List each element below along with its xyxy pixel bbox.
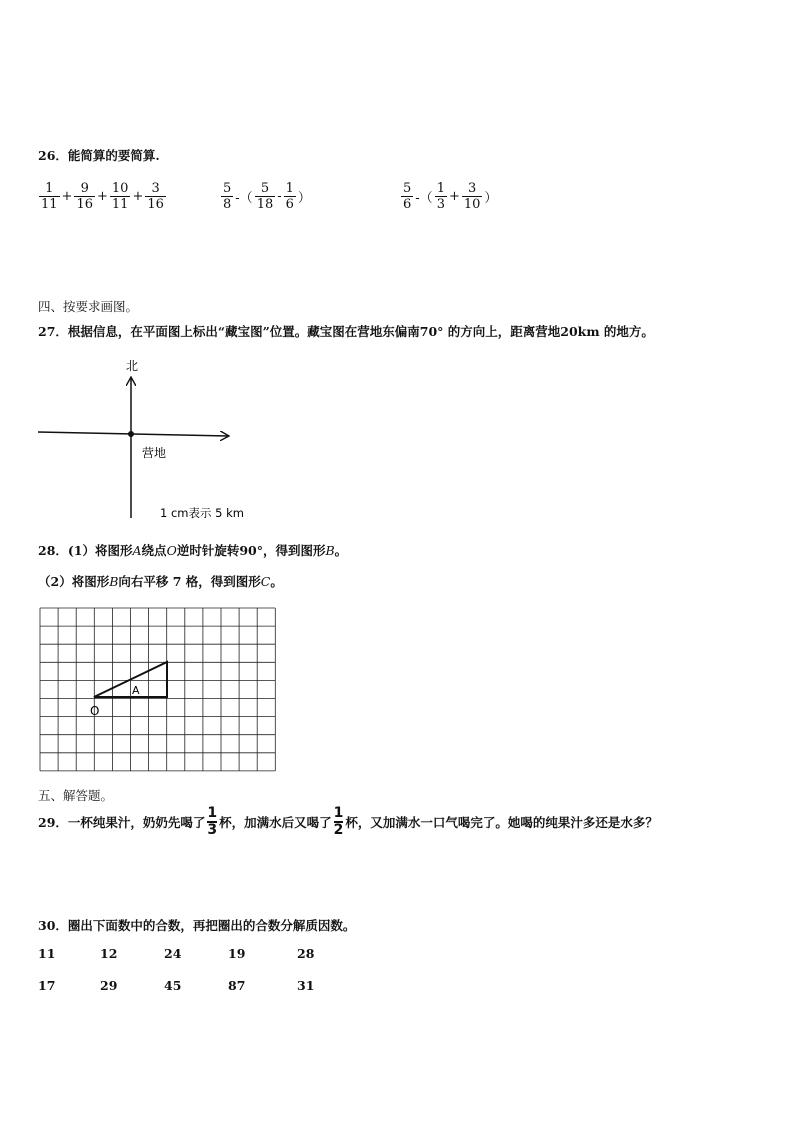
q26-title: 26．能简算的要简算. <box>38 148 160 163</box>
fraction: $\frac{5}{8}$ <box>223 181 232 212</box>
q27-text: 27．根据信息，在平面图上标出“藏宝图”位置。藏宝图在营地东偏南70° 的方向上，距离营地20km 的地方。 <box>38 324 654 339</box>
camp-point <box>128 431 134 437</box>
number-item: 31 <box>297 978 315 993</box>
fraction: $\frac{1}{11}$ <box>41 181 58 212</box>
section-4-heading: 四、按要求画图。 <box>38 299 139 314</box>
q26-expression-1: $\frac{1}{11}$ + $\frac{9}{16}$ + $\frac{10}{11}$ + $\frac{3}{16}$ <box>41 181 164 212</box>
number-item: 11 <box>38 946 56 961</box>
fraction: $\frac{3}{10}$ <box>463 181 481 212</box>
q29-text: 29．一杯纯果汁，奶奶先喝了 1 3 杯，加满水后又喝了 1 2 杯，又加满水一口气喝完了。她喝的纯果汁多还是水多？ <box>38 805 658 838</box>
grid-diagram <box>38 606 278 776</box>
number-item: 19 <box>228 946 246 961</box>
number-item: 87 <box>228 978 246 993</box>
fraction: $\frac{1}{6}$ <box>285 181 294 212</box>
q28-part1: 28．(1）将图形A绕点O逆时针旋转90°，得到图形B。 <box>38 543 348 558</box>
number-item: 12 <box>100 946 118 961</box>
number-item: 28 <box>297 946 315 961</box>
fraction: $\frac{5}{6}$ <box>403 181 412 212</box>
fraction: $\frac{10}{11}$ <box>111 181 129 212</box>
q30-text: 30．圈出下面数中的合数，再把圈出的合数分解质因数。 <box>38 918 356 933</box>
number-item: 45 <box>164 978 182 993</box>
q26-expression-3: $\frac{5}{6}$ -（ $\frac{1}{3}$ + $\frac{3}{10}$ ） <box>403 181 498 212</box>
fraction: $\frac{5}{18}$ <box>256 181 274 212</box>
q28-part2: （2）将图形B向右平移 7 格，得到图形C。 <box>38 574 283 589</box>
number-item: 29 <box>100 978 118 993</box>
fraction-one-third: 1 3 <box>207 805 218 838</box>
point-o-label: O <box>90 704 100 718</box>
section-5-heading: 五、解答题。 <box>38 788 114 803</box>
shape-a-label: A <box>132 684 140 697</box>
fraction: $\frac{3}{16}$ <box>147 181 164 212</box>
scale-label: 1 cm表示 5 km <box>160 506 244 520</box>
camp-label: 营地 <box>142 446 167 460</box>
fraction-one-half: 1 2 <box>333 805 344 838</box>
north-label: 北 <box>126 359 139 373</box>
fraction: $\frac{1}{3}$ <box>436 181 445 212</box>
compass-diagram <box>30 350 245 525</box>
number-item: 17 <box>38 978 56 993</box>
number-item: 24 <box>164 946 182 961</box>
q26-expression-2: $\frac{5}{8}$ -（ $\frac{5}{18}$ - $\frac{1}{6}$ ） <box>223 181 311 212</box>
fraction: $\frac{9}{16}$ <box>76 181 93 212</box>
grid-lines <box>40 608 275 771</box>
